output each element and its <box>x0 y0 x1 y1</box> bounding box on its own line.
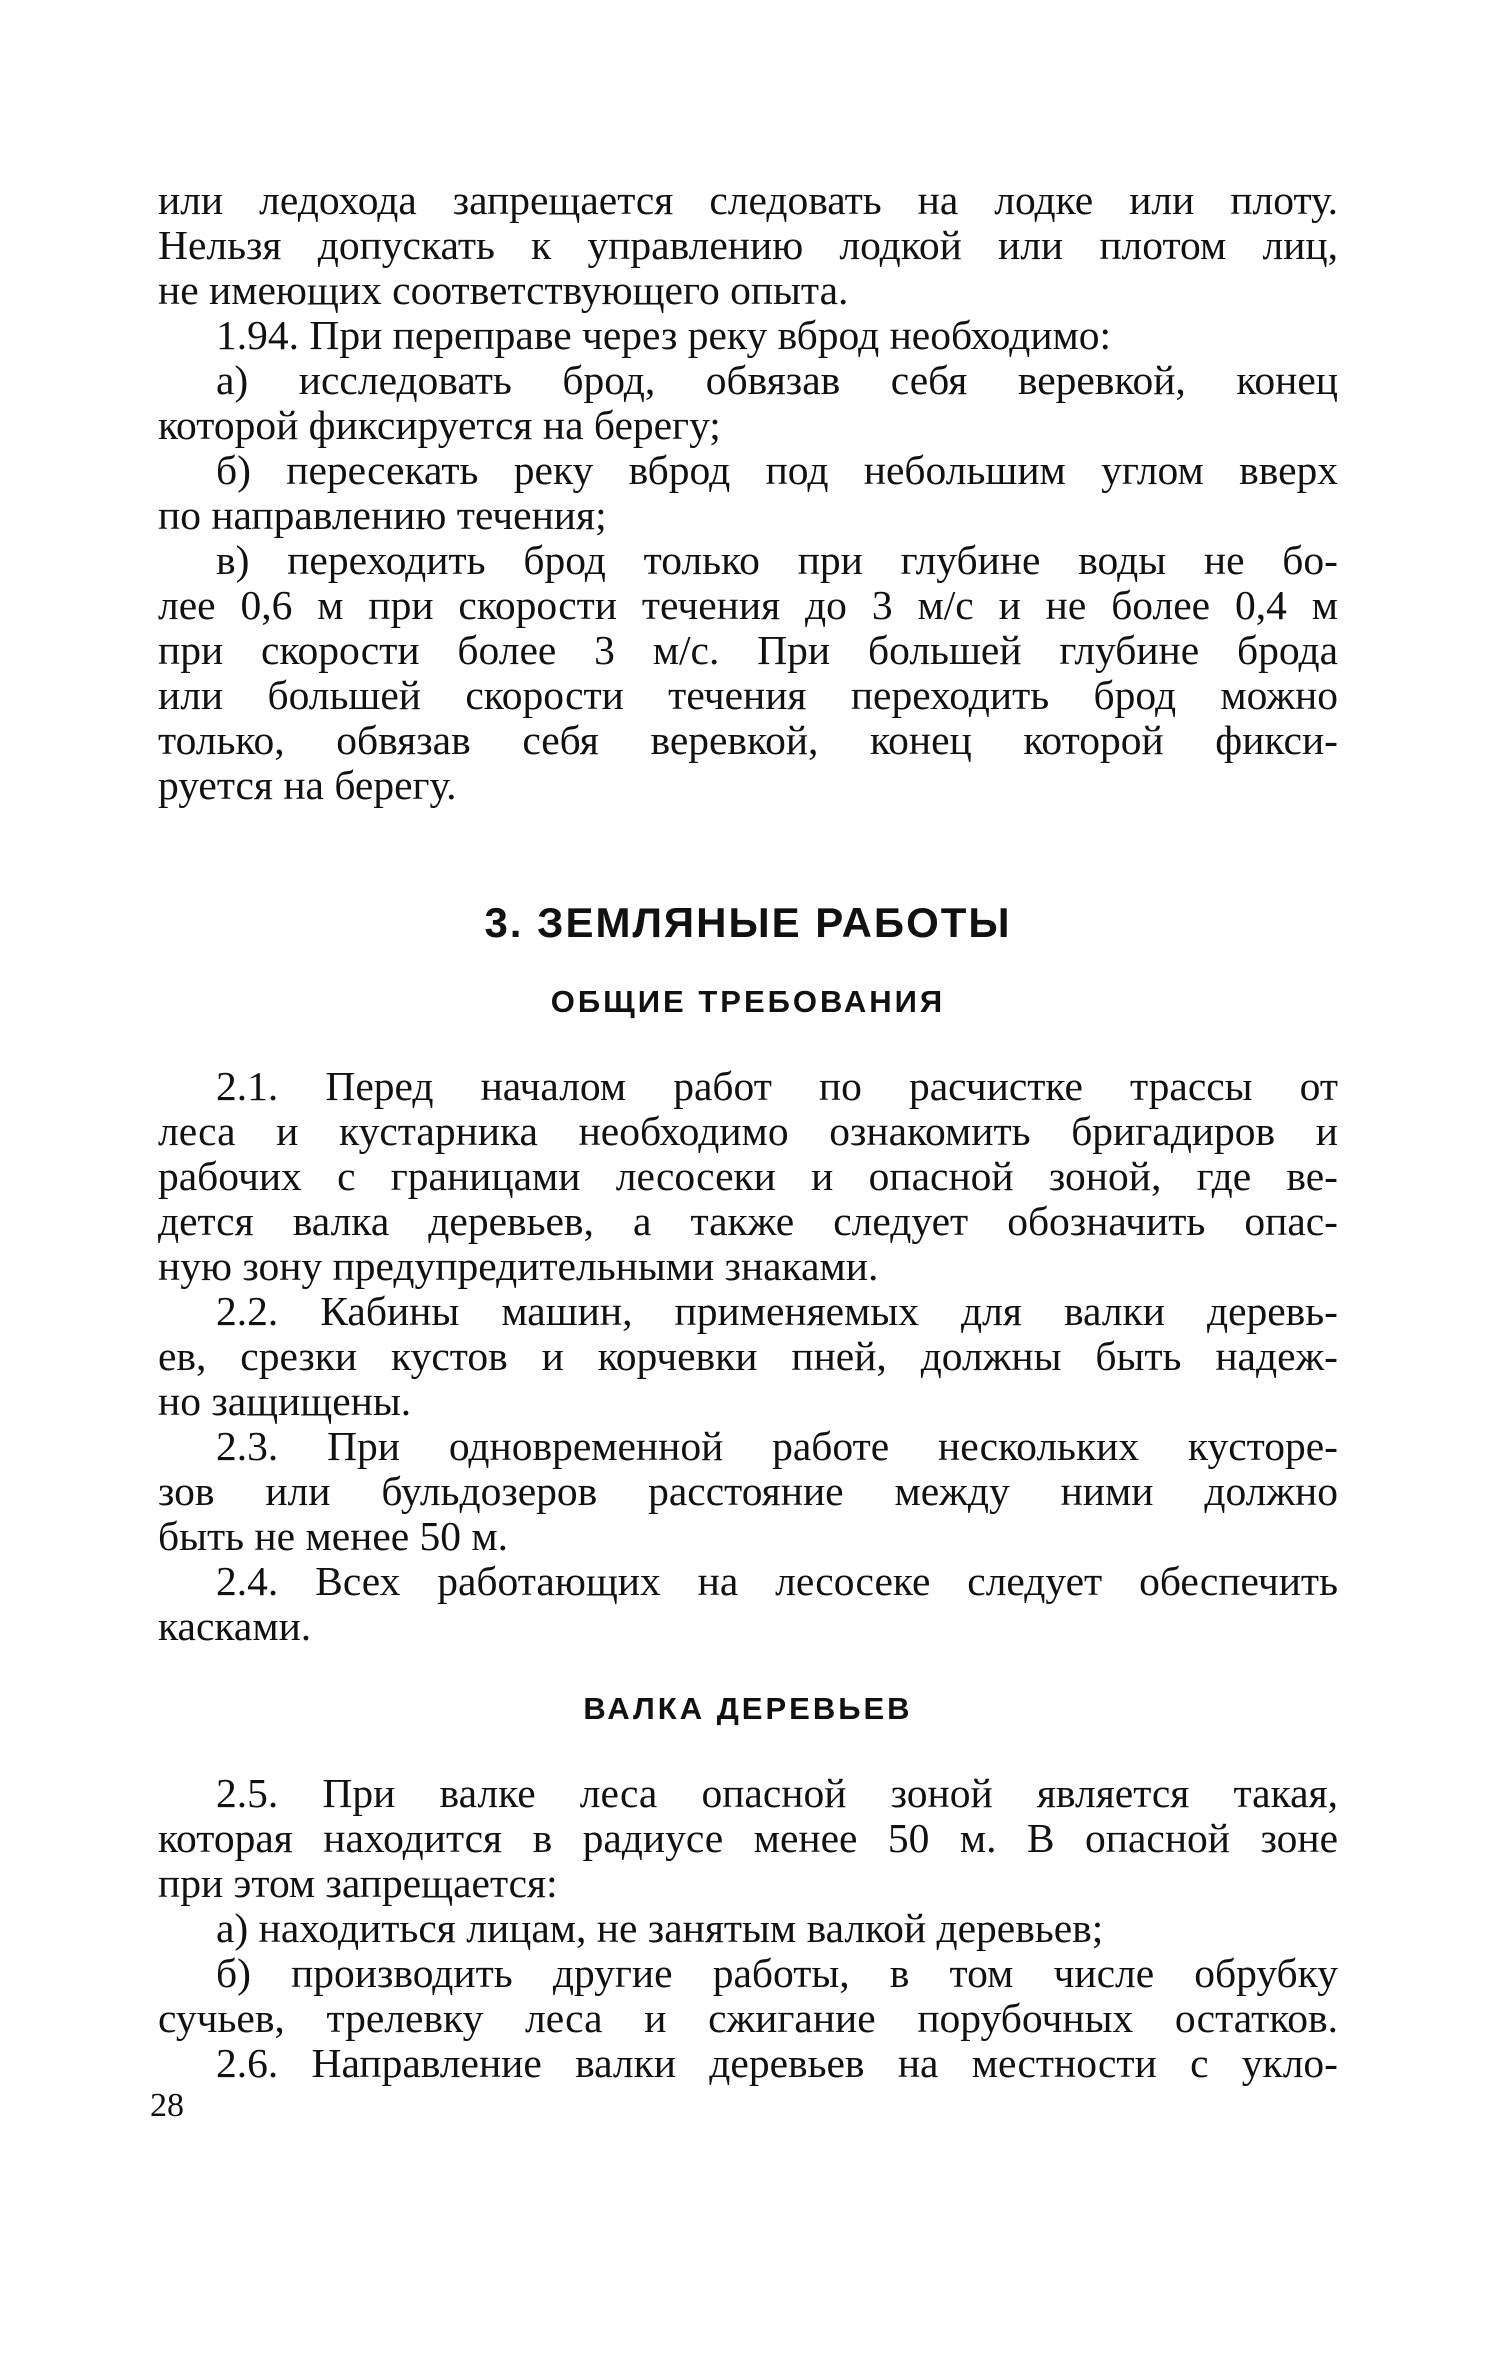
text-line: 1.94. При переправе через реку вброд необходимо: <box>216 312 1112 358</box>
text-line: б) пересекать реку вброд под небольшим углом вверх <box>216 447 1338 493</box>
text-line: сучьев, трелевку леса и сжигание порубочных остатков. <box>158 1995 1338 2041</box>
text-line: при этом запрещается: <box>158 1860 558 1906</box>
text-line: которой фиксируется на берегу; <box>158 402 721 448</box>
paragraph-2-5-a <box>158 1906 1338 1951</box>
text-line: а) находиться лицам, не занятым валкой деревьев; <box>216 1905 1104 1951</box>
text-line: 2.2. Кабины машин, применяемых для валки деревь- <box>216 1288 1338 1334</box>
paragraph-2-3 <box>158 1424 1338 1559</box>
spacer <box>158 1729 1338 1771</box>
text-line: ную зону предупредительными знаками. <box>158 1243 879 1289</box>
text-line: дется валка деревьев, а также следует обозначить опас- <box>158 1198 1338 1244</box>
text-line: 2.4. Всех работающих на лесосеке следует обеспечить <box>216 1558 1338 1604</box>
text-line: 2.3. При одновременной работе нескольких кусторе- <box>216 1423 1338 1469</box>
text-line: зов или бульдозеров расстояние между ними должно <box>158 1468 1338 1514</box>
text-line: а) исследовать брод, обвязав себя веревкой, конец <box>216 357 1338 403</box>
text-line: но защищены. <box>158 1378 412 1424</box>
text-line: или ледохода запрещается следовать на лодке или плоту. <box>158 177 1338 223</box>
text-line: рабочих с границами лесосеки и опасной зоной, где ве- <box>158 1153 1338 1199</box>
spacer <box>158 948 1338 982</box>
page-number: 28 <box>150 2087 184 2124</box>
text-line: 2.5. При валке леса опасной зоной является такая, <box>216 1770 1338 1816</box>
text-line: не имеющих соответствующего опыта. <box>158 267 849 313</box>
text-line: ев, срезки кустов и корчевки пней, должны быть надеж- <box>158 1333 1338 1379</box>
spacer <box>158 1022 1338 1064</box>
paragraph-1-94-b <box>158 448 1338 538</box>
text-line: в) переходить брод только при глубине воды не бо- <box>216 537 1338 583</box>
paragraph-2-2 <box>158 1289 1338 1424</box>
section-title: 3. ЗЕМЛЯНЫЕ РАБОТЫ <box>484 899 1012 946</box>
text-line: Нельзя допускать к управлению лодкой или плотом лиц, <box>158 222 1338 268</box>
text-line: при скорости более 3 м/с. При большей глубине брода <box>158 627 1338 673</box>
paragraph-2-5-b <box>158 1951 1338 2041</box>
text-line: быть не менее 50 м. <box>158 1513 509 1559</box>
text-line: которая находится в радиусе менее 50 м. В опасной зоне <box>158 1815 1338 1861</box>
text-line: или большей скорости течения переходить брод можно <box>158 672 1338 718</box>
paragraph-2-4 <box>158 1559 1338 1649</box>
text-line: 2.1. Перед началом работ по расчистке трассы от <box>216 1063 1338 1109</box>
page-body <box>158 178 1338 2086</box>
text-line: лее 0,6 м при скорости течения до 3 м/с и не более 0,4 м <box>158 582 1338 628</box>
paragraph-1-94-a <box>158 358 1338 448</box>
paragraph-1-94-v <box>158 538 1338 808</box>
text-line: 2.6. Направление валки деревьев на местности с укло- <box>216 2040 1338 2086</box>
text-line: руется на берегу. <box>158 762 457 808</box>
spacer <box>158 808 1338 898</box>
text-line: б) производить другие работы, в том числе обрубку <box>216 1950 1338 1996</box>
text-line: касками. <box>158 1603 312 1649</box>
paragraph-2-6 <box>158 2041 1338 2086</box>
paragraph-2-5 <box>158 1771 1338 1906</box>
paragraph-intro <box>158 178 1338 313</box>
text-line: только, обвязав себя веревкой, конец которой фикси- <box>158 717 1338 763</box>
text-line: по направлению течения; <box>158 492 607 538</box>
subheading-general-requirements: ОБЩИЕ ТРЕБОВАНИЯ <box>550 984 946 1019</box>
paragraph-2-1 <box>158 1064 1338 1289</box>
text-line: леса и кустарника необходимо ознакомить бригадиров и <box>158 1108 1338 1154</box>
spacer <box>158 1649 1338 1689</box>
subheading-tree-felling: ВАЛКА ДЕРЕВЬЕВ <box>583 1691 913 1726</box>
paragraph-1-94 <box>158 313 1338 358</box>
